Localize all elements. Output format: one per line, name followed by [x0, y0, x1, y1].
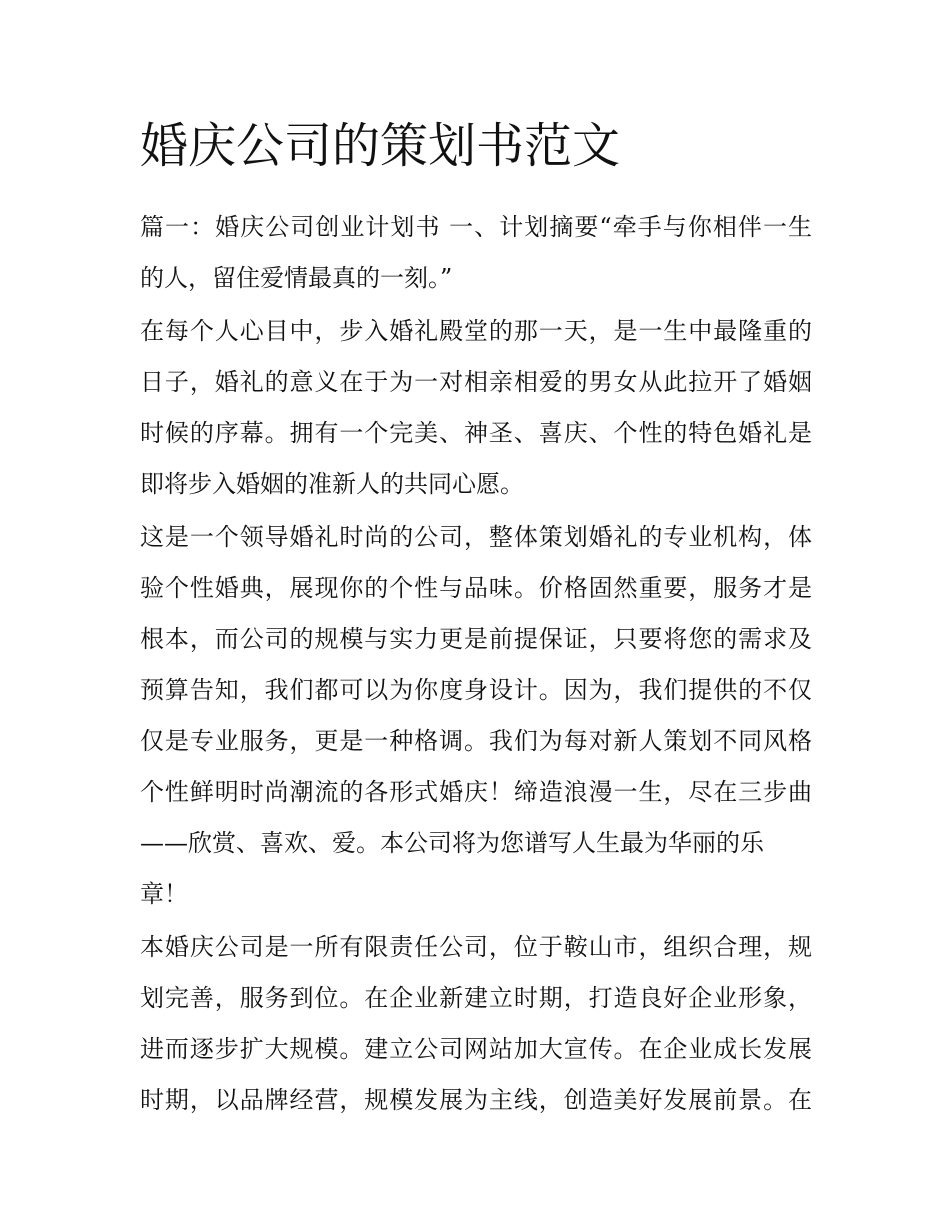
- text-line: 章！: [140, 880, 188, 908]
- text-line: 进而逐步扩大规模。建立公司网站加大宣传。在企业成长发展: [140, 1035, 812, 1063]
- document-page: [140, 110, 812, 1128]
- text-line: 划完善，服务到位。在企业新建立时期，打造良好企业形象，: [140, 984, 812, 1012]
- text-line: 日子，婚礼的意义在于为一对相亲相爱的男女从此拉开了婚姻: [140, 368, 812, 396]
- text-line: 篇一：婚庆公司创业计划书 一、计划摘要“牵手与你相伴一生: [140, 213, 812, 241]
- paragraph-company-intro: [140, 512, 812, 920]
- text-line: 仅是专业服务，更是一种格调。我们为每对新人策划不同风格: [140, 727, 812, 755]
- text-line: 本婚庆公司是一所有限责任公司，位于鞍山市，组织合理，规: [140, 933, 812, 961]
- document-title: 婚庆公司的策划书范文: [140, 118, 621, 174]
- text-line: 时期，以品牌经营，规模发展为主线，创造美好发展前景。在: [140, 1086, 812, 1114]
- text-line: 这是一个领导婚礼时尚的公司，整体策划婚礼的专业机构，体: [140, 523, 812, 551]
- text-line: ——欣赏、喜欢、爱。本公司将为您谱写人生最为华丽的乐: [140, 829, 764, 857]
- text-line: 即将步入婚姻的准新人的共同心愿。: [140, 470, 524, 498]
- text-line: 的人，留住爱情最真的一刻。”: [140, 264, 453, 292]
- paragraph-summary: [140, 202, 812, 304]
- text-line: 验个性婚典，展现你的个性与品味。价格固然重要，服务才是: [140, 574, 812, 602]
- text-line: 根本，而公司的规模与实力更是前提保证，只要将您的需求及: [140, 625, 812, 653]
- text-line: 个性鲜明时尚潮流的各形式婚庆！缔造浪漫一生，尽在三步曲: [140, 778, 812, 806]
- text-line: 时候的序幕。拥有一个完美、神圣、喜庆、个性的特色婚礼是: [140, 419, 812, 447]
- paragraph-wedding-meaning: [140, 306, 812, 510]
- text-line: 预算告知，我们都可以为你度身设计。因为，我们提供的不仅: [140, 676, 812, 704]
- paragraph-company-structure: [140, 922, 812, 1126]
- text-line: 在每个人心目中，步入婚礼殿堂的那一天，是一生中最隆重的: [140, 317, 812, 345]
